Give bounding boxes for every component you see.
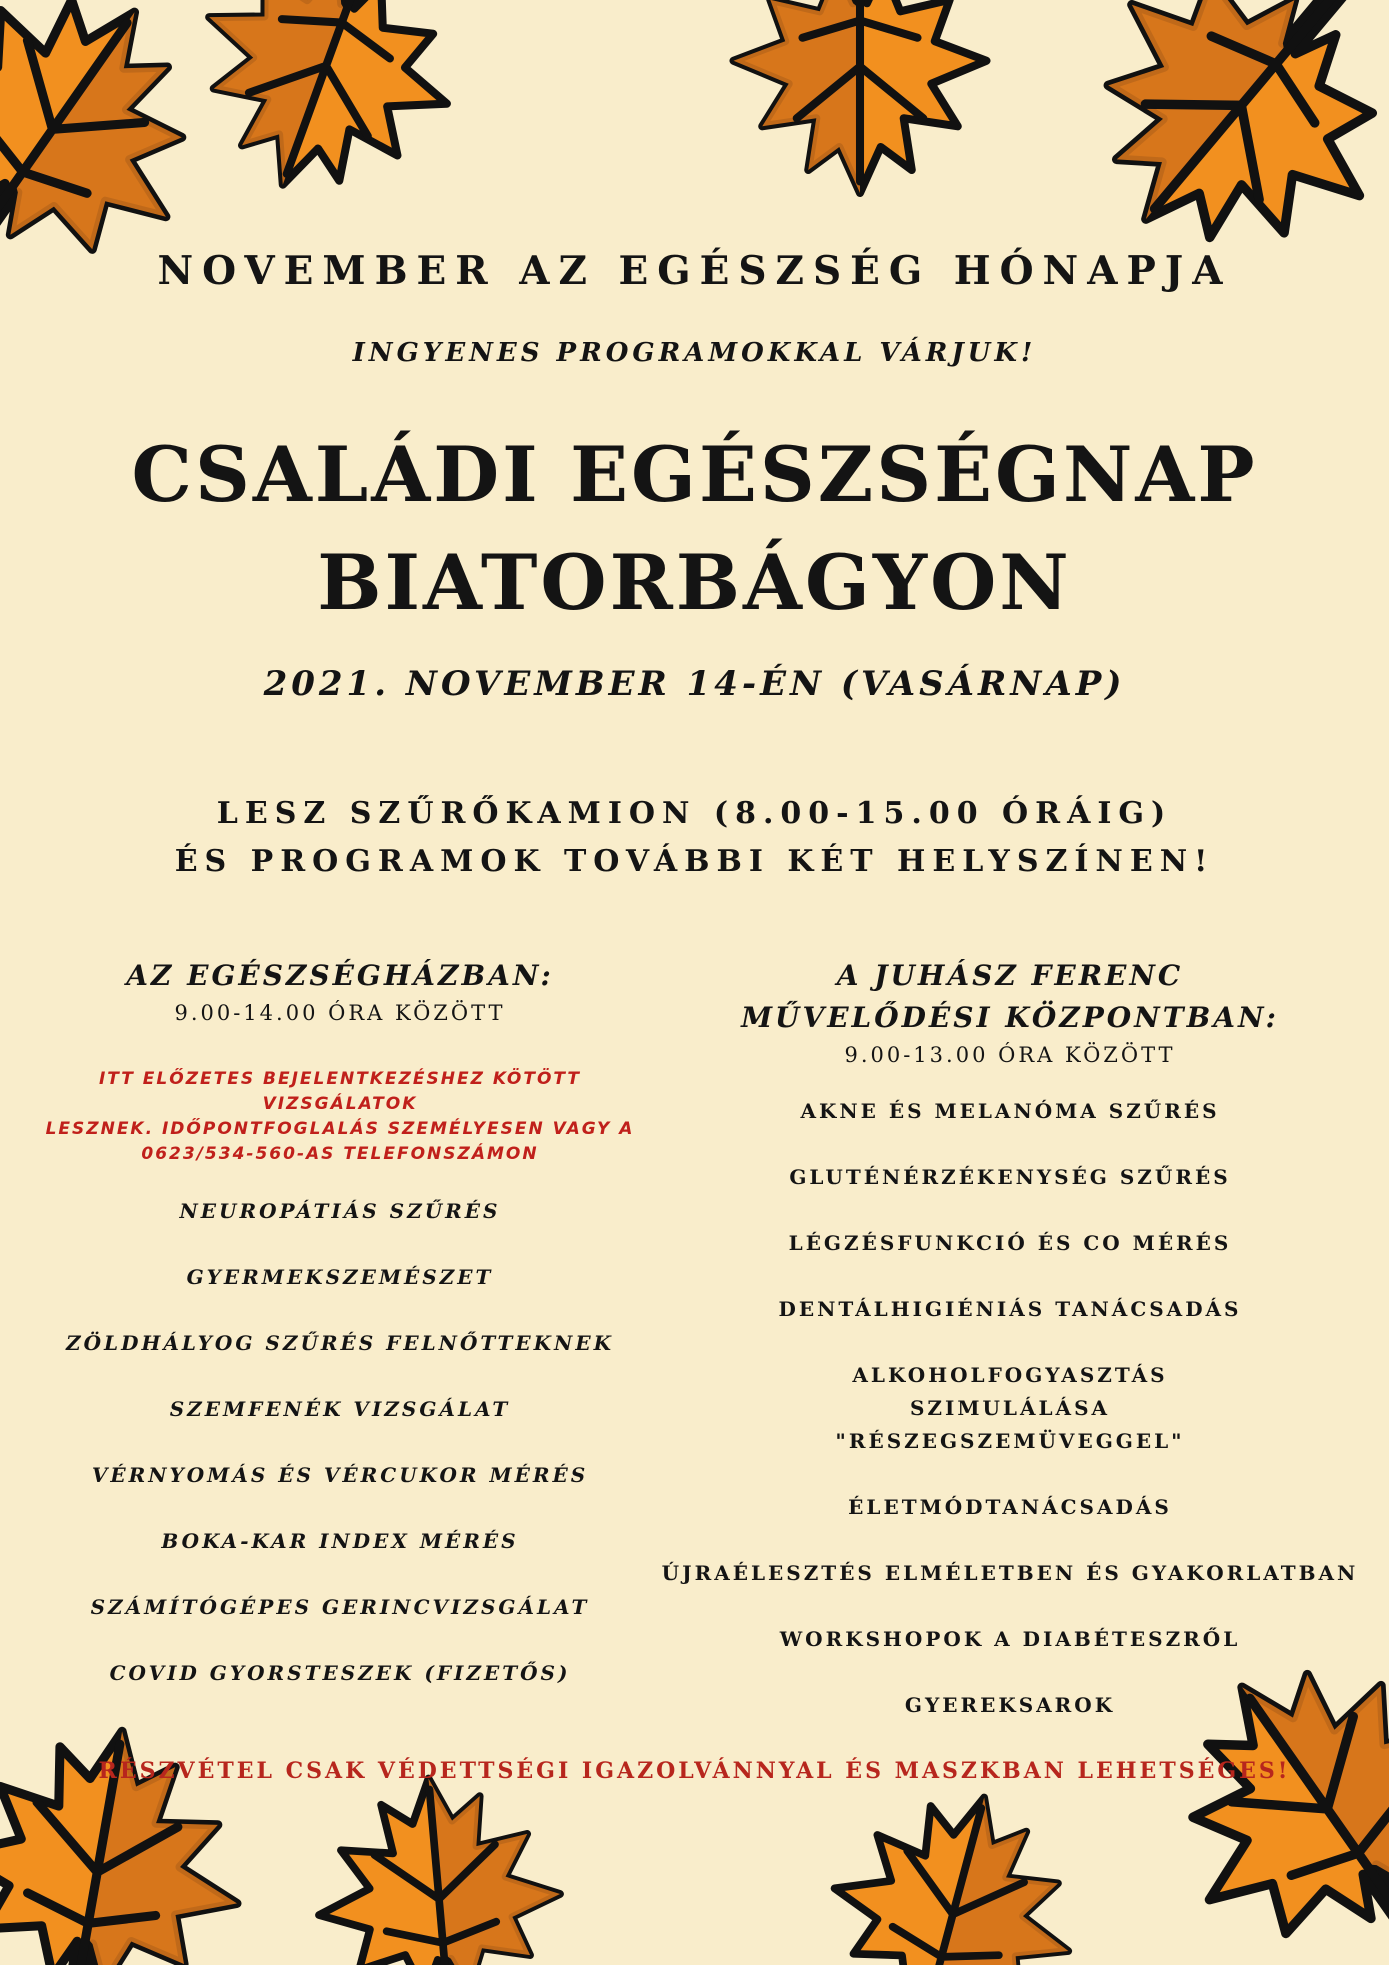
right-column-time: 9.00-13.00 ÓRA KÖZÖTT xyxy=(844,1043,1176,1067)
left-program-list xyxy=(40,1195,640,1690)
booking-note-line: 0623/534-560-AS TELEFONSZÁMON xyxy=(141,1144,539,1164)
list-item: ÚJRAÉLESZTÉS ELMÉLETBEN ÉS GYAKORLATBAN xyxy=(661,1561,1359,1585)
booking-note-line: LESZNEK. IDŐPONTFOGLALÁS SZEMÉLYESEN VAGY A xyxy=(45,1119,635,1139)
left-column xyxy=(40,955,640,1723)
list-item: NEUROPÁTIÁS SZŰRÉS xyxy=(179,1199,501,1223)
list-item: WORKSHOPOK A DIABÉTESZRŐL xyxy=(779,1627,1241,1651)
subtitle: INGYENES PROGRAMOKKAL VÁRJUK! xyxy=(352,338,1037,368)
main-title-line-2: BIATORBÁGYON xyxy=(317,538,1072,627)
left-column-time: 9.00-14.00 ÓRA KÖZÖTT xyxy=(174,1001,506,1025)
list-item: LÉGZÉSFUNKCIÓ ÉS CO MÉRÉS xyxy=(788,1231,1232,1255)
main-title-line-1: CSALÁDI EGÉSZSÉGNAP xyxy=(131,430,1258,519)
booking-note xyxy=(40,1067,640,1167)
list-item: SZEMFENÉK VIZSGÁLAT xyxy=(169,1397,511,1421)
list-item: DENTÁLHIGIÉNIÁS TANÁCSADÁS xyxy=(778,1297,1242,1321)
right-column xyxy=(660,955,1360,1755)
list-item: COVID GYORSTESZEK (FIZETŐS) xyxy=(109,1661,571,1685)
kicker-heading: NOVEMBER AZ EGÉSZSÉG HÓNAPJA xyxy=(157,248,1232,294)
list-item: GLUTÉNÉRZÉKENYSÉG SZŰRÉS xyxy=(789,1165,1231,1189)
footer-notice: RÉSZVÉTEL CSAK VÉDETTSÉGI IGAZOLVÁNNYAL ÉS MASZKBAN LEHETSÉGES! xyxy=(98,1758,1291,1784)
event-date: 2021. NOVEMBER 14-ÉN (VASÁRNAP) xyxy=(263,664,1126,704)
list-item: ALKOHOLFOGYASZTÁS SZIMULÁLÁSA "RÉSZEGSZEMÜVEGGEL" xyxy=(835,1363,1185,1453)
list-item: GYERMEKSZEMÉSZET xyxy=(186,1265,494,1289)
list-item: BOKA-KAR INDEX MÉRÉS xyxy=(161,1529,519,1553)
list-item: GYEREKSAROK xyxy=(904,1693,1116,1717)
intro-line-2: ÉS PROGRAMOK TOVÁBBI KÉT HELYSZÍNEN! xyxy=(174,844,1215,879)
right-column-heading-line-1: A JUHÁSZ FERENC xyxy=(836,959,1184,992)
booking-note-line: ITT ELŐZETES BEJELENTKEZÉSHEZ KÖTÖTT VIZSGÁLATOK xyxy=(98,1069,582,1114)
left-column-heading: AZ EGÉSZSÉGHÁZBAN: xyxy=(126,959,554,992)
list-item: VÉRNYOMÁS ÉS VÉRCUKOR MÉRÉS xyxy=(91,1463,589,1487)
right-program-list xyxy=(660,1095,1360,1722)
list-item: AKNE ÉS MELANÓMA SZŰRÉS xyxy=(800,1099,1220,1123)
list-item: ZÖLDHÁLYOG SZŰRÉS FELNŐTTEKNEK xyxy=(66,1331,614,1355)
intro-line-1: LESZ SZŰRŐKAMION (8.00-15.00 ÓRÁIG) xyxy=(216,796,1173,831)
list-item: ÉLETMÓDTANÁCSADÁS xyxy=(848,1495,1172,1519)
right-column-heading-line-2: MŰVELŐDÉSI KÖZPONTBAN: xyxy=(741,1001,1279,1034)
list-item: SZÁMÍTÓGÉPES GERINCVIZSGÁLAT xyxy=(90,1595,590,1619)
